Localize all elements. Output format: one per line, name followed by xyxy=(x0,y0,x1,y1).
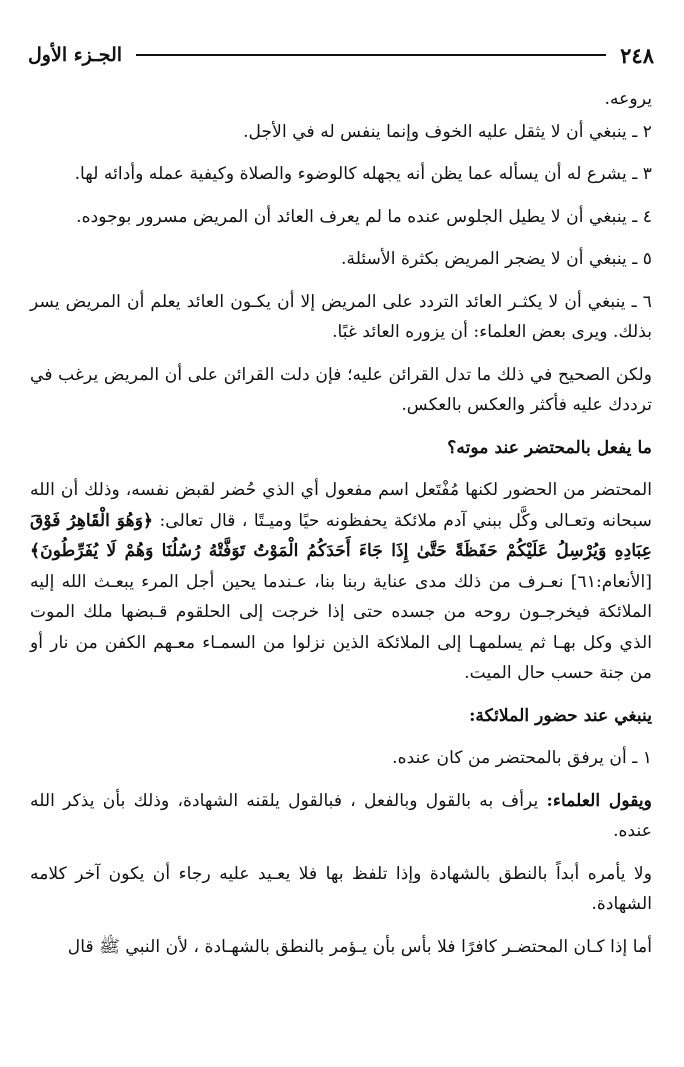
paragraph: يروعه. xyxy=(604,89,652,109)
page-number: ٢٤٨ xyxy=(620,42,654,68)
list-item: ٦ ـ ينبغي أن لا يكثـر العائد التردد على المريض إلا أن يكـون العائد يعلم أن المريض يسر بذلك. ويرى بعض العلماء: أن يزوره العائد غبًا. xyxy=(30,291,652,342)
paragraph-text: المحتضر من الحضور لكنها مُفْتَعل اسم مفعول أي الذي حُضر لقبض نفسه، وذلك أن الله سبحانه وتعـالى وكَّل ببني آدم ملائكة يحفظونه حيًا وميـتًا ، قال تعالى: xyxy=(30,480,652,531)
paragraph: ولكن الصحيح في ذلك ما تدل القرائن عليه؛ فإن دلت القرائن على أن المريض يرغب في ترددك عليه فأكثر والعكس بالعكس. xyxy=(30,364,652,415)
paragraph-text: يرأف به بالقول وبالفعل ، فبالقول يلقنه الشهادة، وذلك بأن يذكر الله عنده. xyxy=(30,790,652,841)
list-item: ١ ـ أن يرفق بالمحتضر من كان عنده. xyxy=(392,748,652,768)
list-item: ٣ ـ يشرع له أن يسأله عما يظن أنه يجهله كالوضوء والصلاة وكيفية عمله وأدائه لها. xyxy=(74,164,652,184)
page-body xyxy=(30,84,652,974)
header-rule xyxy=(136,54,606,56)
paragraph xyxy=(30,786,652,847)
lead-phrase: ويقول العلماء: xyxy=(546,790,652,811)
paragraph: أما إذا كـان المحتضـر كافرًا فلا بأس بأن يـؤمر بالنطق بالشهـادة ، لأن النبي ﷺ قال xyxy=(67,936,652,957)
section-heading: ما يفعل بالمحتضر عند موته؟ xyxy=(447,437,652,458)
list-item: ٤ ـ ينبغي أن لا يطيل الجلوس عنده ما لم يعرف العائد أن المريض مسرور بوجوده. xyxy=(76,206,652,227)
list-item: ٥ ـ ينبغي أن لا يضجر المريض بكثرة الأسئلة. xyxy=(341,249,652,269)
list-item: ٢ ـ ينبغي أن لا يثقل عليه الخوف وإنما ينفس له في الأجل. xyxy=(243,121,652,142)
quran-verse: ﴿وَهُوَ الْقَاهِرُ فَوْقَ عِبَادِهِ وَيُرْسِلُ عَلَيْكُمْ حَفَظَةً حَتَّىٰ إِذَا جَاءَ أَحَدَكُمُ الْمَوْتُ تَوَفَّتْهُ رُسُلُنَا وَهُمْ لَا يُفَرِّطُونَ﴾ xyxy=(30,510,652,561)
page-header xyxy=(28,38,654,72)
paragraph-with-verse xyxy=(30,475,652,689)
section-heading: ينبغي عند حضور الملائكة: xyxy=(469,705,652,726)
paragraph: ولا يأمره أبداً بالنطق بالشهادة وإذا تلفظ بها فلا يعـيد عليه رجاء أن يكون آخر كلامه الشهادة. xyxy=(30,863,652,914)
paragraph-text: [الأنعام:٦١] نعـرف من ذلك مدى عناية ربنا بنا، عـندما يحين أجل المرء يبعـث الله إليه الملائكة فيخرجـون روحه من جسده حتى إذا خرجت إلى الحلقوم قـبضها ملك الموت الذي وكل بهـا ثم يسلمهـا إلى الملائكة الذين نزلوا من السمـاء معـهم الكفن من نار أو من جنة حسب حال الميت. xyxy=(30,571,652,683)
part-title: الجـزء الأول xyxy=(28,44,123,66)
